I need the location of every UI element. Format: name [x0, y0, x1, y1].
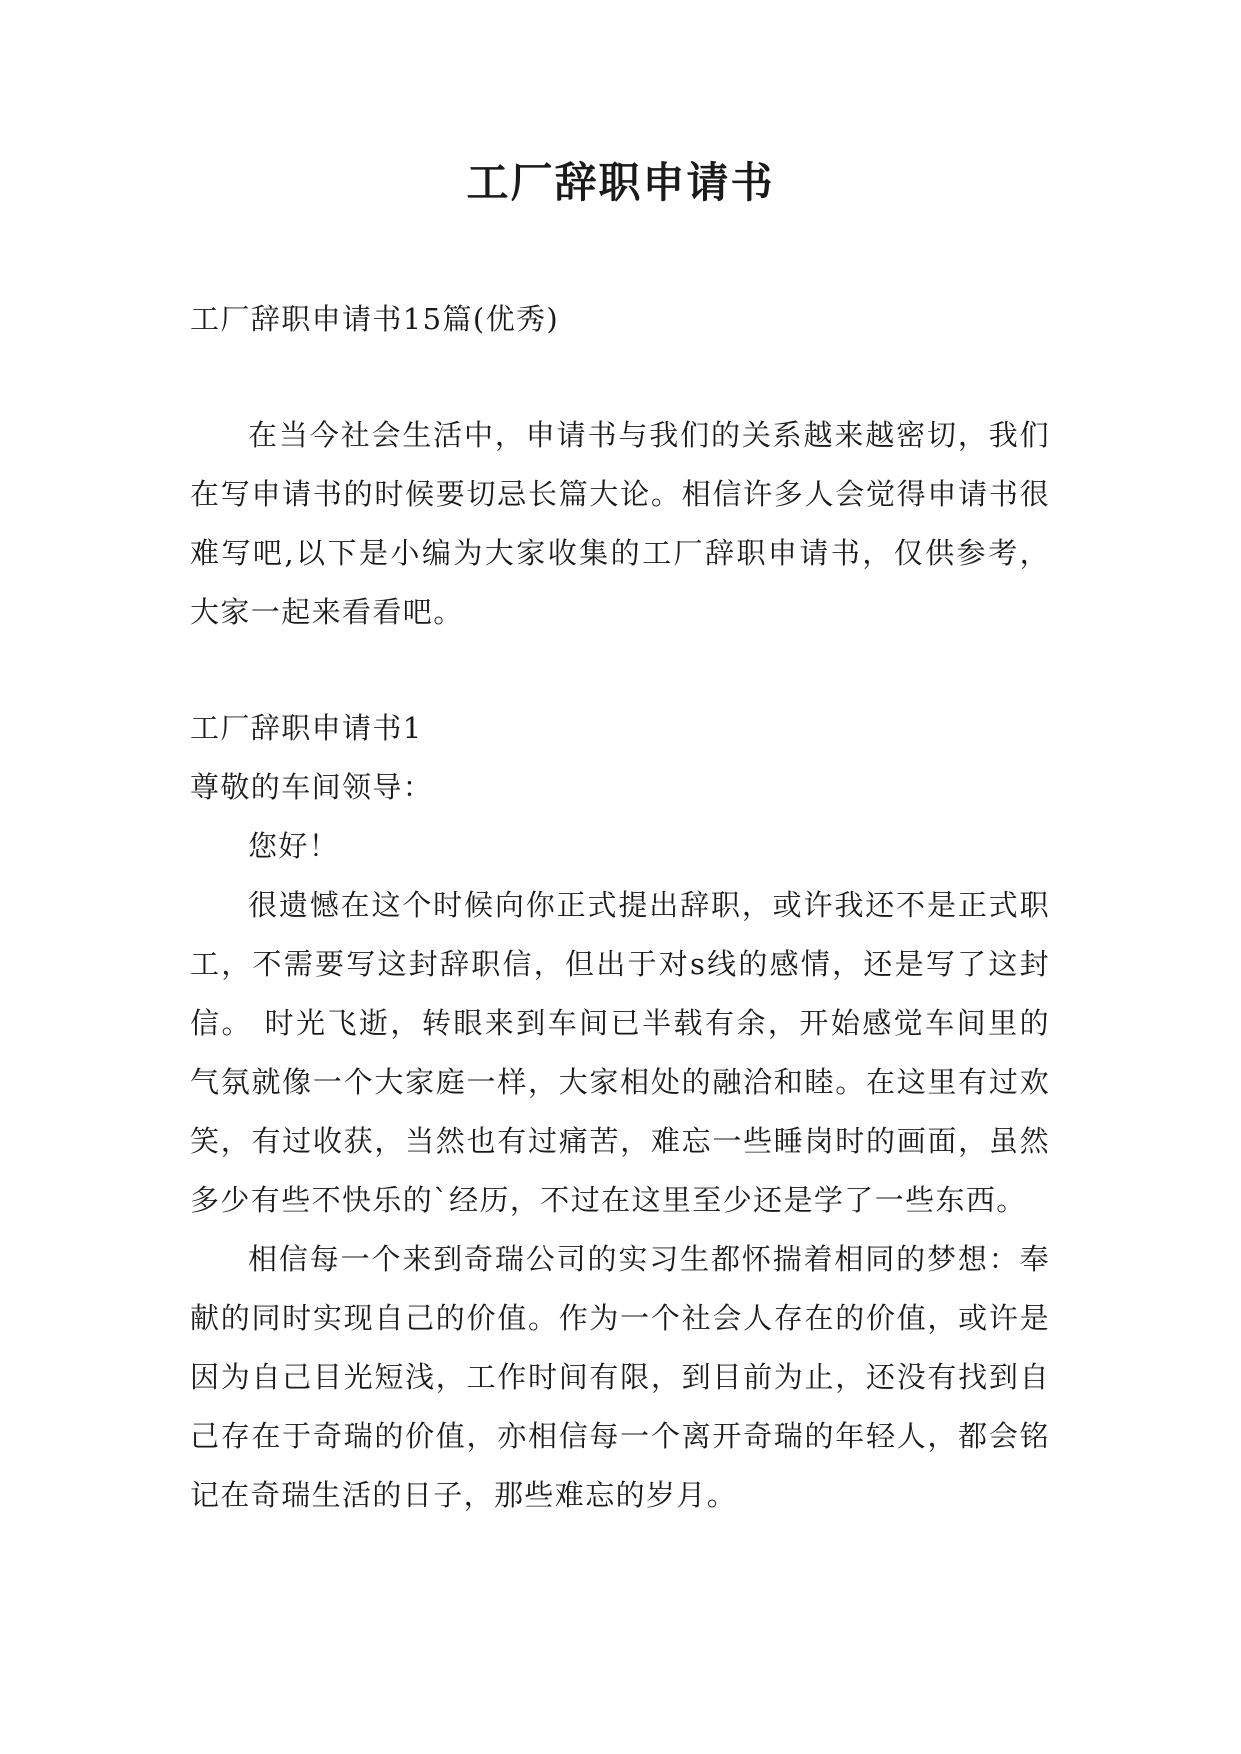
document-body	[190, 290, 1050, 1525]
document-title: 工厂辞职申请书	[466, 158, 775, 207]
section-heading: 工厂辞职申请书1	[190, 711, 423, 745]
document-subtitle: 工厂辞职申请书15篇(优秀)	[190, 302, 560, 336]
salutation: 尊敬的车间领导：	[190, 770, 434, 804]
body-paragraph-2: 相信每一个来到奇瑞公司的实习生都怀揣着相同的梦想：奉献的同时实现自己的价值。作为一个社会人存在的价值，或许是因为自己目光短浅，工作时间有限，到目前为止，还没有找到自己存在于奇瑞的价值，亦相信每一个离开奇瑞的年轻人，都会铭记在奇瑞生活的日子，那些难忘的岁月。	[190, 1242, 1050, 1512]
body-paragraph-1: 很遗憾在这个时候向你正式提出辞职，或许我还不是正式职工，不需要写这封辞职信，但出于对s线的感情，还是写了这封信。 时光飞逝，转眼来到车间已半载有余，开始感觉车间里的气氛就像一个大家庭一样，大家相处的融洽和睦。在这里有过欢笑，有过收获，当然也有过痛苦，难忘一些睡岗时的画面，虽然多少有些不快乐的`经历，不过在这里至少还是学了一些东西。	[190, 888, 1050, 1217]
greeting: 您好！	[248, 829, 340, 863]
intro-paragraph: 在当今社会生活中，申请书与我们的关系越来越密切，我们在写申请书的时候要切忌长篇大论。相信许多人会觉得申请书很难写吧,以下是小编为大家收集的工厂辞职申请书，仅供参考，大家一起来看看吧。	[190, 418, 1050, 629]
